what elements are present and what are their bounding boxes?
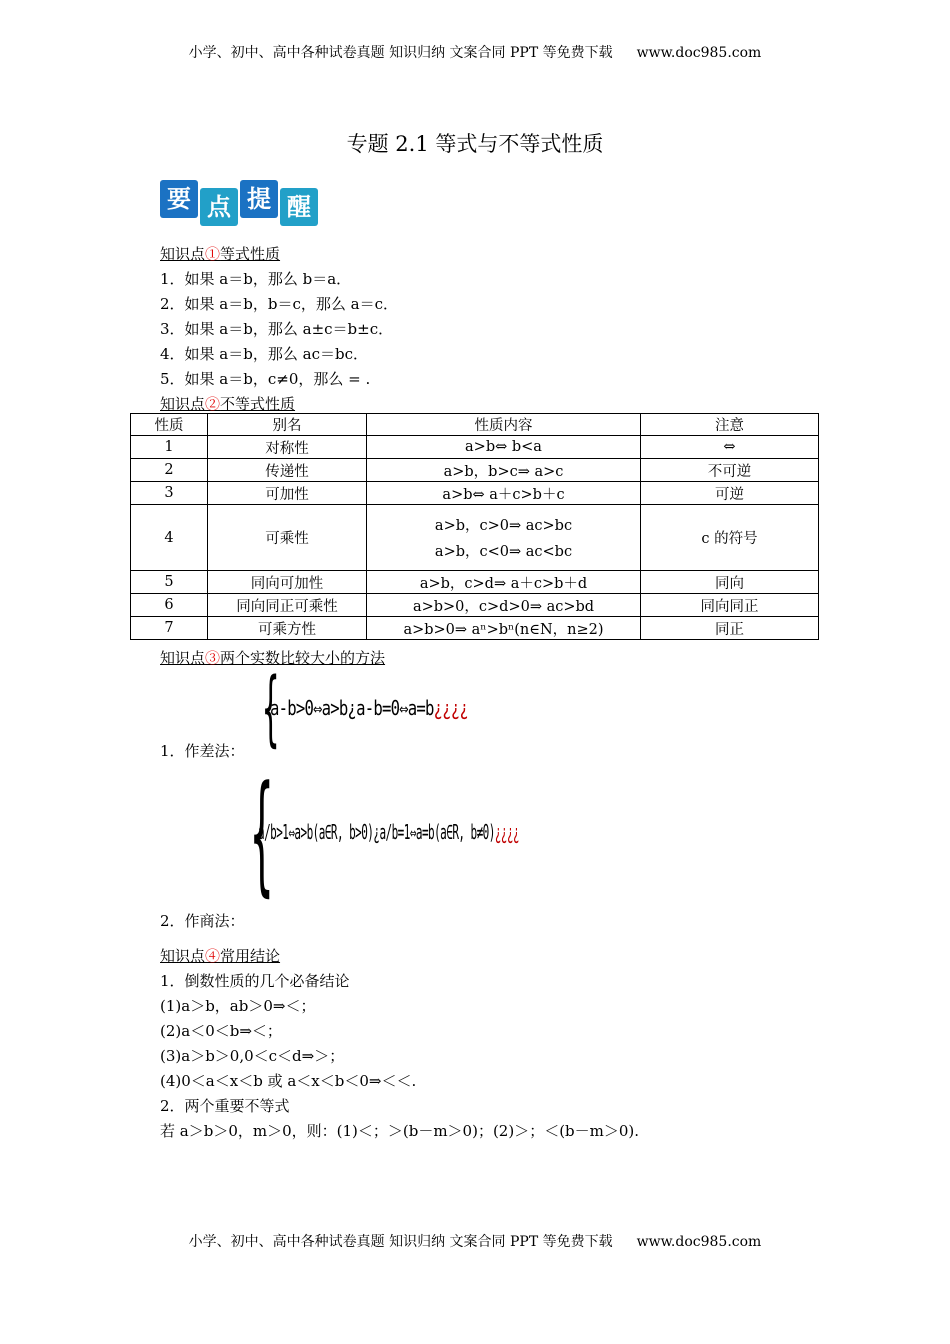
cell-note: ⇔	[641, 436, 819, 459]
cell-num: 1	[131, 436, 208, 459]
cell-note: 不可逆	[641, 459, 819, 482]
inequality-properties-table	[130, 413, 819, 640]
th-content: 性质内容	[367, 414, 641, 436]
k3-heading: 知识点③两个实数比较大小的方法	[160, 649, 386, 667]
cell-num: 7	[131, 617, 208, 640]
footer-text: 小学、初中、高中各种试卷真题 知识归纳 文案合同 PPT 等免费下载	[188, 1234, 613, 1250]
formula-artifact: ¿¿¿¿	[494, 820, 520, 844]
cell-name: 可乘性	[208, 505, 367, 571]
cell-num: 5	[131, 571, 208, 594]
k4-heading: 知识点④常用结论	[160, 947, 281, 965]
page-title: 专题 2.1 等式与不等式性质	[346, 132, 604, 156]
k4-item: (1)a＞b，ab＞0⇒＜；	[160, 997, 316, 1015]
formula-text: a/b>1⇔a>b(a∈R, b>0)¿a/b=1⇔a=b(a∈R, b≠0)¿¿¿¿	[258, 820, 520, 844]
badge-char-2: 点	[200, 188, 238, 226]
k4-item: 若 a＞b＞0，m＞0，则：(1)＜；＞(b－m＞0)；(2)＞；＜(b－m＞0).	[160, 1122, 640, 1140]
k4-item: 1．倒数性质的几个必备结论	[160, 972, 350, 990]
brace-glyph: {	[250, 757, 274, 909]
cell-content: a>b，b>c⇒ a>c	[367, 459, 641, 482]
k1-item: 5．如果 a＝b，c≠0，那么 = .	[160, 370, 371, 388]
k1-item: 2．如果 a＝b，b＝c，那么 a＝c．	[160, 295, 398, 313]
page-header	[0, 42, 950, 62]
cell-name: 对称性	[208, 436, 367, 459]
formula-artifact: ¿¿¿¿	[433, 696, 469, 720]
table-row	[131, 594, 819, 617]
cell-content: a>b⇔ b<a	[367, 436, 641, 459]
cell-content: a>b>0⇒ aⁿ>bⁿ(n∈N，n≥2)	[367, 617, 641, 640]
cell-name: 传递性	[208, 459, 367, 482]
key-points-badge	[160, 180, 320, 226]
page-footer	[0, 1231, 950, 1251]
k1-heading: 知识点①等式性质	[160, 245, 281, 263]
th-note: 注意	[641, 414, 819, 436]
badge-char-4: 醒	[280, 188, 318, 226]
cell-num: 6	[131, 594, 208, 617]
badge-char-3: 提	[240, 180, 278, 218]
k4-item: (3)a＞b＞0,0＜c＜d⇒＞；	[160, 1047, 345, 1065]
cell-name: 同向可加性	[208, 571, 367, 594]
cell-note: 同向	[641, 571, 819, 594]
table-row	[131, 505, 819, 571]
k1-item: 1．如果 a＝b，那么 b＝a．	[160, 270, 352, 288]
cell-name: 可加性	[208, 482, 367, 505]
th-property: 性质	[131, 414, 208, 436]
k1-item: 3．如果 a＝b，那么 a±c＝b±c．	[160, 320, 394, 338]
table-header-row	[131, 414, 819, 436]
cell-name: 可乘方性	[208, 617, 367, 640]
k4-item: (2)a＜0＜b⇒＜；	[160, 1022, 282, 1040]
cell-content: a>b，c>d⇒ a＋c>b＋d	[367, 571, 641, 594]
footer-site[interactable]: www.doc985.com	[636, 1234, 762, 1250]
badge-char-1: 要	[160, 180, 198, 218]
table-row	[131, 482, 819, 505]
formula-text: a-b>0⇔a>b¿a-b=0⇔a=b¿¿¿¿	[270, 696, 469, 720]
header-site[interactable]: www.doc985.com	[636, 45, 762, 61]
cell-content: a>b>0，c>d>0⇒ ac>bd	[367, 594, 641, 617]
cell-num: 3	[131, 482, 208, 505]
table-row	[131, 436, 819, 459]
cell-note: 同向同正	[641, 594, 819, 617]
k2-heading: 知识点②不等式性质	[160, 395, 296, 413]
cell-content-line: a>b，c>0⇒ ac>bc	[434, 518, 573, 534]
cell-note: c 的符号	[641, 505, 819, 571]
cell-name: 同向同正可乘性	[208, 594, 367, 617]
brace-glyph: {	[262, 661, 280, 756]
cell-num: 2	[131, 459, 208, 482]
cell-note: 可逆	[641, 482, 819, 505]
th-alias: 别名	[208, 414, 367, 436]
cell-note: 同正	[641, 617, 819, 640]
table-row	[131, 459, 819, 482]
table-row	[131, 617, 819, 640]
table-row	[131, 571, 819, 594]
cell-content: a>b⇔ a＋c>b＋c	[367, 482, 641, 505]
cell-num: 4	[131, 505, 208, 571]
k4-item: (4)0＜a＜x＜b 或 a＜x＜b＜0⇒＜＜.	[160, 1072, 417, 1090]
difference-method-label: 1．作差法：	[160, 742, 245, 760]
quotient-method-label: 2．作商法：	[160, 912, 245, 930]
header-text: 小学、初中、高中各种试卷真题 知识归纳 文案合同 PPT 等免费下载	[188, 45, 613, 61]
cell-content	[367, 505, 641, 571]
cell-content-line: a>b，c<0⇒ ac<bc	[434, 544, 573, 560]
k1-item: 4．如果 a＝b，那么 ac＝bc．	[160, 345, 368, 363]
k4-item: 2．两个重要不等式	[160, 1097, 290, 1115]
